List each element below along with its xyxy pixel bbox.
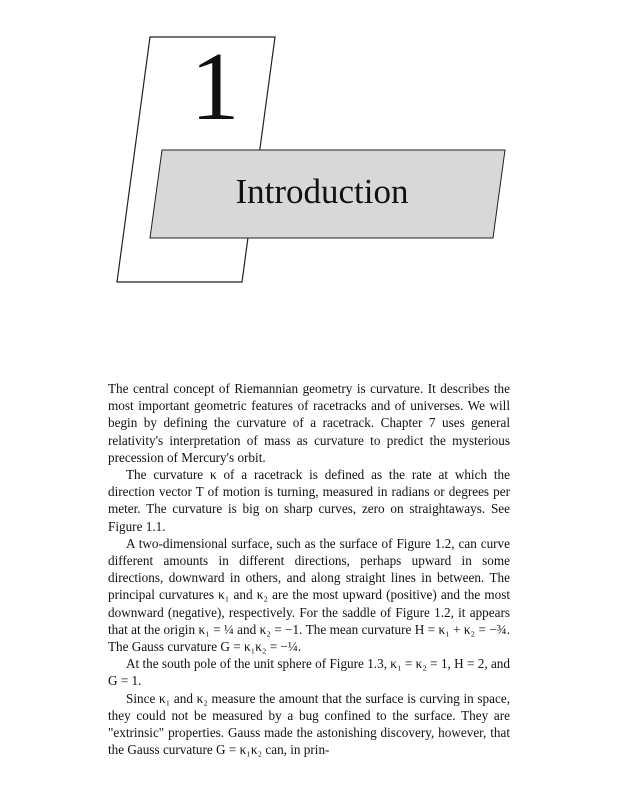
paragraph-2: The curvature κ of a racetrack is defined as the rate at which the direction vector T of motion is turning, measured in radians or degrees per meter. The curvature is big on sharp curves, zero on straightaways. See Figure 1.1. bbox=[108, 467, 510, 534]
paragraph-4: At the south pole of the unit sphere of Figure 1.3, κ₁ = κ₂ = 1, H = 2, and G = 1. bbox=[108, 656, 510, 689]
chapter-title: Introduction bbox=[235, 172, 409, 211]
paragraph-3: A two-dimensional surface, such as the surface of Figure 1.2, can curve different amounts in different directions, perhaps upward in some directions, downward in others, and along straight lines in between. The principal curvatures κ₁ and κ₂ are the most upward (positive) and the most downward (negative), respectively. For the saddle of Figure 1.2, it appears that at the origin κ₁ = ¼ and κ₂ = −1. The mean curvature H = κ₁ + κ₂ = −¾. The Gauss curvature G = κ₁κ₂ = −¼. bbox=[108, 535, 510, 655]
body-text bbox=[108, 380, 510, 758]
paragraph-1: The central concept of Riemannian geometry is curvature. It describes the most important geometric features of racetracks and of universes. We will begin by defining the curvature of a racetrack. Chapter 7 uses general relativity's interpretation of mass as curvature to predict the mysterious precession of Mercury's orbit. bbox=[108, 381, 510, 465]
paragraph-5: Since κ₁ and κ₂ measure the amount that the surface is curving in space, they could not be measured by a bug confined to the surface. They are "extrinsic" properties. Gauss made the astonishing discovery, however, that the Gauss curvature G = κ₁κ₂ can, in prin- bbox=[108, 690, 510, 758]
chapter-number: 1 bbox=[190, 33, 240, 141]
